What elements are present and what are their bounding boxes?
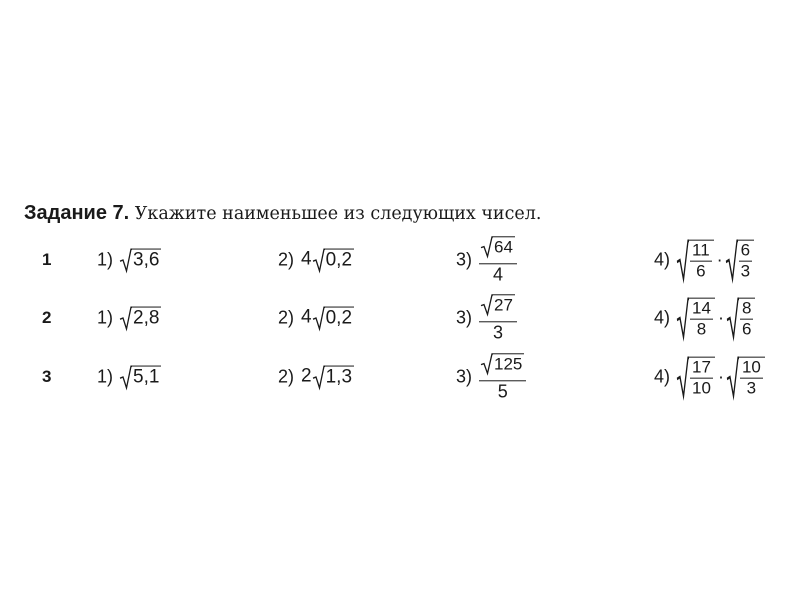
sqrt-expression (313, 307, 354, 330)
coefficient: 4 (301, 306, 312, 328)
sqrt-expression (481, 353, 524, 374)
fraction (740, 300, 753, 339)
fraction (690, 359, 713, 398)
option-number: 2) (278, 249, 295, 270)
denominator: 10 (692, 378, 711, 398)
denominator: 6 (696, 261, 706, 281)
fraction (479, 236, 517, 283)
denominator: 4 (492, 263, 503, 284)
option-number: 4) (654, 249, 671, 270)
radicand: 3,6 (133, 249, 160, 271)
denominator: 6 (741, 319, 752, 339)
radicand: 5,1 (133, 366, 160, 388)
sqrt-expression (677, 298, 715, 339)
option-4 (654, 240, 754, 281)
multiply-dot: · (716, 249, 723, 270)
option-number: 2) (278, 307, 295, 328)
multiply-dot: · (717, 366, 724, 387)
fraction (690, 242, 712, 281)
numerator: 14 (692, 298, 711, 318)
coefficient: 2 (301, 365, 312, 387)
row-number: 2 (42, 308, 52, 327)
option-number: 1) (97, 249, 114, 270)
option-number: 1) (97, 307, 114, 328)
option-number: 4) (654, 366, 671, 387)
radicand: 125 (494, 354, 523, 374)
option-4 (654, 357, 765, 398)
option-number: 4) (654, 307, 671, 328)
denominator: 3 (740, 261, 751, 281)
fraction (479, 294, 517, 341)
sqrt-expression (677, 357, 715, 398)
option-3 (456, 353, 526, 400)
radicand: 0,2 (325, 307, 353, 329)
row-number: 1 (42, 250, 52, 269)
radicand: 1,3 (325, 366, 353, 388)
numerator: 10 (741, 357, 761, 377)
radicand: 27 (494, 295, 513, 315)
problem-row-2 (0, 288, 800, 348)
fraction (690, 300, 713, 339)
option-number: 1) (97, 366, 114, 387)
option-1 (97, 307, 161, 330)
sqrt-expression (120, 307, 161, 330)
sqrt-expression (120, 249, 161, 272)
option-2 (278, 249, 354, 272)
multiply-dot: · (717, 307, 724, 328)
fraction (740, 359, 763, 398)
numerator: 6 (740, 240, 751, 260)
option-number: 3) (456, 366, 473, 387)
denominator: 8 (696, 319, 707, 339)
sqrt-expression (727, 298, 755, 339)
option-number: 3) (456, 249, 473, 270)
radicand: 0,2 (325, 249, 353, 271)
denominator: 3 (746, 378, 757, 398)
option-4 (654, 298, 755, 339)
task-label: Задание 7. (24, 202, 130, 224)
sqrt-expression (677, 240, 714, 281)
problem-row-1 (0, 230, 800, 290)
numerator: 11 (692, 240, 710, 260)
sqrt-expression (120, 366, 161, 389)
option-number: 2) (278, 366, 295, 387)
sqrt-expression (726, 240, 754, 281)
option-number: 3) (456, 307, 473, 328)
radicand: 64 (494, 237, 513, 257)
denominator: 5 (497, 380, 508, 401)
fraction (739, 242, 752, 281)
denominator: 3 (492, 321, 503, 342)
sqrt-expression (313, 366, 354, 389)
radicand: 2,8 (133, 307, 160, 329)
numerator: 8 (741, 298, 752, 318)
sqrt-expression (313, 249, 354, 272)
numerator: 17 (692, 357, 711, 377)
option-1 (97, 366, 161, 389)
task-heading (24, 202, 541, 225)
task-text: Укажите наименьшее из следующих чисел. (134, 204, 542, 224)
problem-row-3 (0, 347, 800, 407)
coefficient: 4 (301, 248, 312, 270)
option-2 (278, 307, 354, 330)
sqrt-expression (727, 357, 765, 398)
option-2 (278, 366, 354, 389)
option-1 (97, 249, 161, 272)
sqrt-expression (481, 236, 515, 257)
option-3 (456, 236, 517, 283)
row-number: 3 (42, 367, 52, 386)
option-3 (456, 294, 517, 341)
sqrt-expression (481, 294, 515, 315)
fraction (479, 353, 526, 400)
